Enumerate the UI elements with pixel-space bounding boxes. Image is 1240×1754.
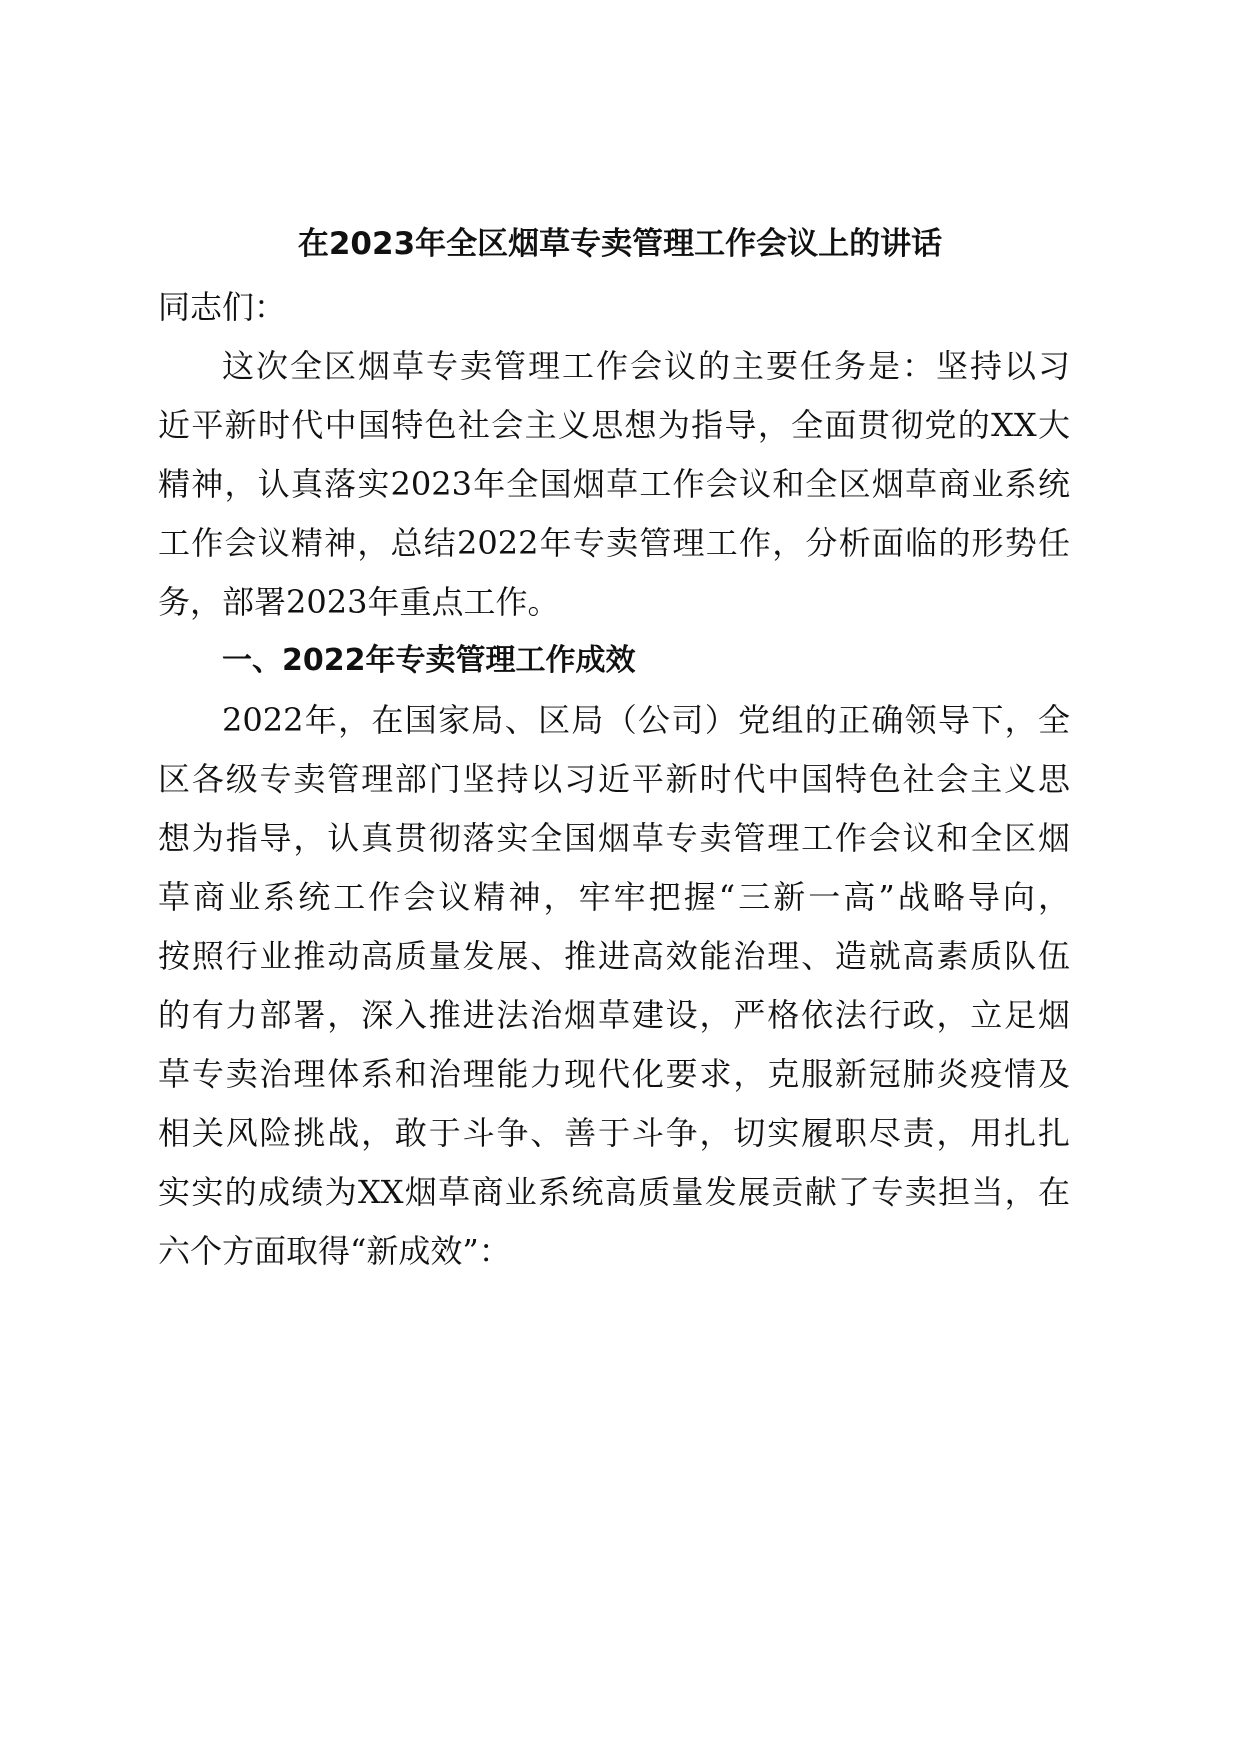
body-line: 六个方面取得“新成效”：: [158, 1232, 511, 1270]
section-heading: 一、2022年专卖管理工作成效: [222, 643, 636, 678]
body-line: 草专卖治理体系和治理能力现代化要求，克服新冠肺炎疫情及: [158, 1055, 1070, 1093]
body-line: 2022年，在国家局、区局（公司）党组的正确领导下，全: [222, 701, 1070, 739]
body-line: 草商业系统工作会议精神，牢牢把握“三新一高”战略导向，: [158, 878, 1070, 916]
intro-line: 精神，认真落实2023年全国烟草工作会议和全区烟草商业系统: [158, 465, 1070, 503]
intro-line: 近平新时代中国特色社会主义思想为指导，全面贯彻党的XX大: [158, 406, 1070, 444]
body-line: 实实的成绩为XX烟草商业系统高质量发展贡献了专卖担当，在: [158, 1173, 1070, 1211]
body-line: 区各级专卖管理部门坚持以习近平新时代中国特色社会主义思: [158, 760, 1070, 798]
intro-line: 这次全区烟草专卖管理工作会议的主要任务是：坚持以习: [222, 347, 1070, 385]
intro-line: 务，部署2023年重点工作。: [158, 583, 560, 621]
salutation: 同志们：: [158, 288, 287, 326]
body-line: 相关风险挑战，敢于斗争、善于斗争，切实履职尽责，用扎扎: [158, 1114, 1070, 1152]
body-line: 按照行业推动高质量发展、推进高效能治理、造就高素质队伍: [158, 937, 1070, 975]
body-line: 想为指导，认真贯彻落实全国烟草专卖管理工作会议和全区烟: [158, 819, 1070, 857]
intro-line: 工作会议精神，总结2022年专卖管理工作，分析面临的形势任: [158, 524, 1070, 562]
body-line: 的有力部署，深入推进法治烟草建设，严格依法行政，立足烟: [158, 996, 1070, 1034]
document-title: 在2023年全区烟草专卖管理工作会议上的讲话: [297, 226, 943, 262]
